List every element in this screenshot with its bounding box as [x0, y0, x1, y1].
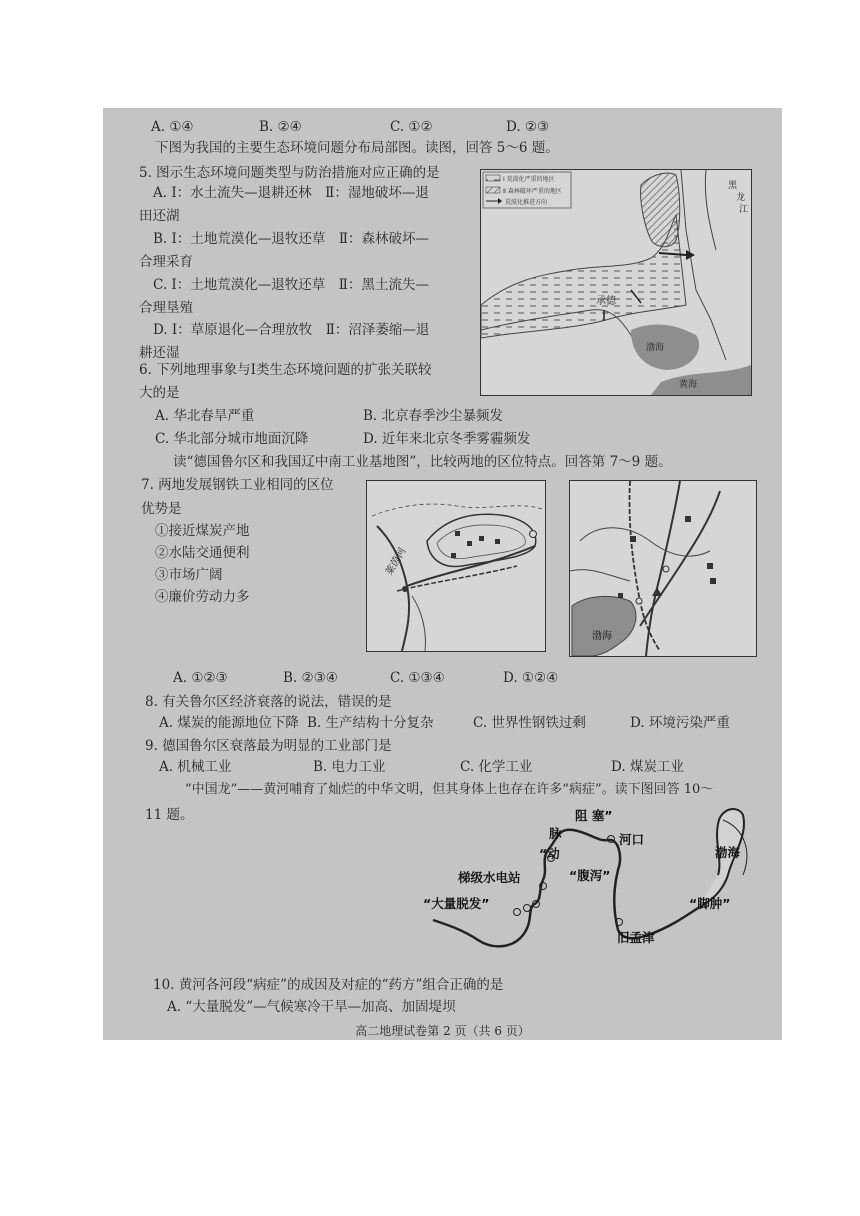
- label-long: 龙: [736, 193, 746, 203]
- label-dong: “动: [539, 846, 560, 861]
- legend-forest: Ⅱ 森林破坏严重的地区: [503, 188, 562, 195]
- q4-option-d: D. ②③: [506, 119, 550, 135]
- q9-option-d: D. 煤炭工业: [611, 759, 684, 775]
- q5-line: A. Ⅰ：水土流失—退耕还林 Ⅱ：湿地破坏—退: [153, 185, 429, 201]
- q8-option-d: D. 环境污染严重: [630, 715, 730, 731]
- ruhr-map-svg: [367, 481, 545, 651]
- q7-option-c: C. ①③④: [390, 670, 445, 686]
- q6-stem-cont: 大的是: [139, 385, 180, 401]
- q7-stem: 7. 两地发展钢铁工业相同的区位: [141, 477, 334, 493]
- label-jiaozhong: “脚肿”: [689, 896, 731, 911]
- q6-option-b: B. 北京春季沙尘暴频发: [363, 408, 504, 424]
- label-mai: 脉: [549, 826, 562, 841]
- q6-stem: 6. 下列地理事象与Ⅰ类生态环境问题的扩张关联较: [139, 362, 432, 378]
- q9-option-c: C. 化学工业: [460, 759, 533, 775]
- label-chengde: 承德: [596, 296, 616, 307]
- q7-option-d: D. ①②④: [503, 670, 559, 686]
- label-hekou: 河口: [619, 832, 645, 847]
- q7-option-b: B. ②③④: [283, 670, 338, 686]
- liaozhongnan-map: [569, 480, 757, 657]
- q4-option-c: C. ①②: [390, 119, 433, 135]
- label-jiang: 江: [739, 205, 749, 215]
- label-rhine: 莱茵河: [384, 546, 409, 578]
- q5-line: 耕还湿: [139, 345, 180, 361]
- q8-option-a: A. 煤炭的能源地位下降: [159, 715, 299, 731]
- intro-10-11-cont: 11 题。: [145, 807, 194, 823]
- q7-item: ①接近煤炭产地: [155, 523, 250, 539]
- legend-direction: 荒漠化推进方向: [505, 199, 548, 206]
- q8-option-b: B. 生产结构十分复杂: [307, 715, 434, 731]
- intro-10-11: “中国龙”——黄河哺育了灿烂的中华文明，但其身体上也存在许多“病症”。读下图回答 10～: [185, 782, 714, 797]
- label-cascade-station: 梯级水电站: [458, 870, 521, 885]
- intro-5-6: 下图为我国的主要生态环境问题分布局部图。读图，回答 5～6 题。: [155, 140, 559, 156]
- q6-option-a: A. 华北春旱严重: [155, 408, 255, 424]
- legend-desertification: Ⅰ 荒漠化严重的地区: [503, 176, 555, 183]
- label-bohai: 渤海: [646, 343, 665, 353]
- label-bohai-2: 渤海: [592, 631, 612, 642]
- q9-option-a: A. 机械工业: [159, 759, 232, 775]
- page-footer: 高二地理试卷第 2 页（共 6 页）: [355, 1024, 530, 1038]
- q5-line: D. Ⅰ：草原退化—合理放牧 Ⅱ：沼泽萎缩—退: [153, 322, 430, 338]
- eco-problem-map: [480, 169, 752, 396]
- q5-line: 田还湖: [139, 208, 180, 224]
- q9-stem: 9. 德国鲁尔区衰落最为明显的工业部门是: [145, 738, 392, 754]
- q6-option-c: C. 华北部分城市地面沉降: [155, 431, 309, 447]
- q10-stem: 10. 黄河各河段“病症”的成因及对症的“药方”组合正确的是: [153, 977, 504, 993]
- q8-option-c: C. 世界性钢铁过剩: [473, 715, 586, 731]
- ruhr-map: [366, 480, 546, 652]
- eco-problem-map-svg: [481, 170, 751, 395]
- q10-option-a: A. “大量脱发”—气候寒冷干旱—加高、加固堤坝: [167, 999, 456, 1015]
- intro-7-9: 读“德国鲁尔区和我国辽中南工业基地图”，比较两地的区位特点。回答第 7～9 题。: [173, 454, 672, 470]
- q5-stem: 5. 图示生态环境问题类型与防治措施对应正确的是: [139, 165, 440, 181]
- q7-item: ③市场广阔: [155, 567, 223, 583]
- q7-item: ④廉价劳动力多: [155, 589, 250, 605]
- q7-option-a: A. ①②③: [173, 670, 228, 686]
- q5-line: 合理采育: [139, 254, 193, 270]
- q4-option-b: B. ②④: [259, 119, 302, 135]
- q7-stem-cont: 优势是: [141, 501, 182, 517]
- label-zuse: 阻 塞”: [575, 808, 613, 823]
- liaozhongnan-map-svg: [570, 481, 756, 656]
- q5-line: B. Ⅰ：土地荒漠化—退牧还草 Ⅱ：森林破坏—: [153, 231, 430, 247]
- q7-item: ②水陆交通便利: [155, 545, 250, 561]
- label-fuxie: “腹泻”: [569, 868, 611, 883]
- label-huanghai: 黄海: [679, 380, 698, 390]
- label-hei: 黑: [728, 181, 738, 191]
- q9-option-b: B. 电力工业: [313, 759, 386, 775]
- q5-line: 合理垦殖: [139, 300, 193, 316]
- label-bohai-3: 渤海: [715, 845, 741, 860]
- label-tuofa: “大量脱发”: [423, 896, 490, 911]
- q8-stem: 8. 有关鲁尔区经济衰落的说法，错误的是: [145, 694, 392, 710]
- exam-page: [103, 108, 782, 1040]
- q6-option-d: D. 近年来北京冬季雾霾频发: [363, 431, 531, 447]
- yellow-river-diagram: [423, 800, 763, 976]
- q5-line: C. Ⅰ：土地荒漠化—退牧还草 Ⅱ：黑土流失—: [153, 277, 429, 293]
- label-jiumengjin: 旧孟津: [617, 930, 655, 945]
- q4-option-a: A. ①④: [151, 119, 194, 135]
